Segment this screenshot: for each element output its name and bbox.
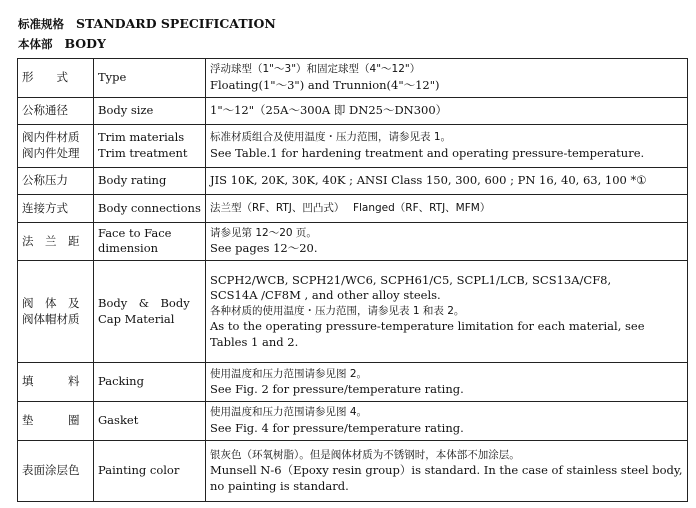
label-cn-line: 阀 体 及 [22,296,80,311]
row-label-en [94,124,206,167]
value-line: JIS 10K, 20K, 30K, 40K ; ANSI Class 150, 300, 600 ; PN 16, 40, 63, 100 *① [210,173,647,188]
label-en-line: Trim treatment [98,145,188,160]
label-en-line: Face to Face [98,225,172,240]
label-en-line: Body connections [98,200,201,215]
row-label-cn [18,124,94,167]
row-label-en [94,401,206,440]
spec-row [18,97,688,124]
spec-table [17,58,688,502]
value-line: Munsell N-6（Epoxy resin group）is standard. In the case of stainless steel body, no painting is standard. [210,463,683,493]
spec-row [18,222,688,261]
value-line: 银灰色（环氧树脂）。但是阀体材质为不锈钢时，本体部不加涂层。 [210,448,520,461]
label-en-line: Body & Body [98,296,190,311]
row-value [206,261,688,363]
row-label-cn [18,168,94,195]
row-label-cn [18,195,94,222]
spec-row [18,363,688,402]
row-label-cn [18,401,94,440]
row-label-cn [18,97,94,124]
label-en-line: Body size [98,102,154,117]
spec-heading-cn: 标准规格 [18,17,64,31]
label-cn-line: 填 料 [22,374,80,389]
row-label-cn [18,440,94,501]
value-line: See Fig. 4 for pressure/temperature rating. [210,420,464,435]
label-en-line: Trim materials [98,130,185,145]
value-line: See Table.1 for hardening treatment and operating pressure-temperature. [210,145,645,160]
row-label-en [94,97,206,124]
label-cn-line: 公称压力 [22,173,68,188]
spec-row [18,124,688,167]
value-line: 1"～12"（25A～300A 即 DN25～DN300） [210,102,448,117]
row-value [206,124,688,167]
value-line: 请参见第 12～20 页。 [210,226,317,239]
row-label-cn [18,222,94,261]
body-heading-en: BODY [64,36,106,51]
value-line: SCS14A /CF8M , and other alloy steels. [210,288,441,303]
row-label-en [94,440,206,501]
label-cn-line: 阀体帽材质 [22,311,80,326]
label-cn-line: 表面涂层色 [22,463,80,478]
spec-row [18,59,688,98]
value-line: As to the operating pressure-temperature limitation for each material, see Tables 1 and 2. [210,319,645,349]
label-cn-line: 法 兰 距 [22,233,80,248]
label-cn-line: 垫 圈 [22,413,80,427]
value-line: 使用温度和压力范围请参见图 2。 [210,367,368,380]
label-cn-line: 连接方式 [22,200,68,215]
row-label-en [94,59,206,98]
row-label-cn [18,261,94,363]
row-value [206,440,688,501]
row-label-cn [18,59,94,98]
spec-row [18,440,688,501]
row-label-en [94,195,206,222]
row-value [206,363,688,402]
value-line: Floating(1"～3") and Trunnion(4"～12") [210,77,440,92]
label-cn-line: 形 式 [22,70,68,85]
value-line: See Fig. 2 for pressure/temperature rating. [210,382,464,397]
label-en-line: Body rating [98,173,167,188]
spec-heading-en: STANDARD SPECIFICATION [76,16,276,31]
value-line: SCPH2/WCB, SCPH21/WC6, SCPH61/C5, SCPL1/LCB, SCS13A/CF8, [210,272,612,287]
label-en-line: Packing [98,374,144,389]
row-label-en [94,261,206,363]
row-value [206,97,688,124]
row-value [206,195,688,222]
value-line: 使用温度和压力范围请参见图 4。 [210,406,368,419]
row-value [206,401,688,440]
spec-row [18,195,688,222]
label-cn-line: 阀内件处理 [22,145,80,160]
value-line: See pages 12～20. [210,241,318,256]
label-en-line: Type [98,70,127,85]
label-en-line: Cap Material [98,311,175,326]
label-cn-line: 公称通径 [22,102,68,117]
value-line: 标准材质组合及使用温度・压力范围，请参见表 1。 [210,131,452,144]
row-label-en [94,168,206,195]
spec-row [18,261,688,363]
row-value [206,168,688,195]
label-en-line: Painting color [98,463,180,478]
row-label-en [94,363,206,402]
body-heading [18,36,106,52]
spec-heading [18,16,276,32]
row-value [206,222,688,261]
row-value [206,59,688,98]
label-en-line: dimension [98,241,159,256]
spec-row [18,168,688,195]
row-label-cn [18,363,94,402]
row-label-en [94,222,206,261]
value-line: 浮动球型（1"～3"）和固定球型（4"～12"） [210,63,421,76]
spec-row [18,401,688,440]
label-en-line: Gasket [98,413,139,427]
value-line: 各种材质的使用温度・压力范围，请参见表 1 和表 2。 [210,304,465,317]
value-line: 法兰型（RF、RTJ、凹凸式） Flanged（RF、RTJ、MFM） [210,201,491,214]
body-heading-cn: 本体部 [18,37,53,51]
label-cn-line: 阀内件材质 [22,130,80,145]
